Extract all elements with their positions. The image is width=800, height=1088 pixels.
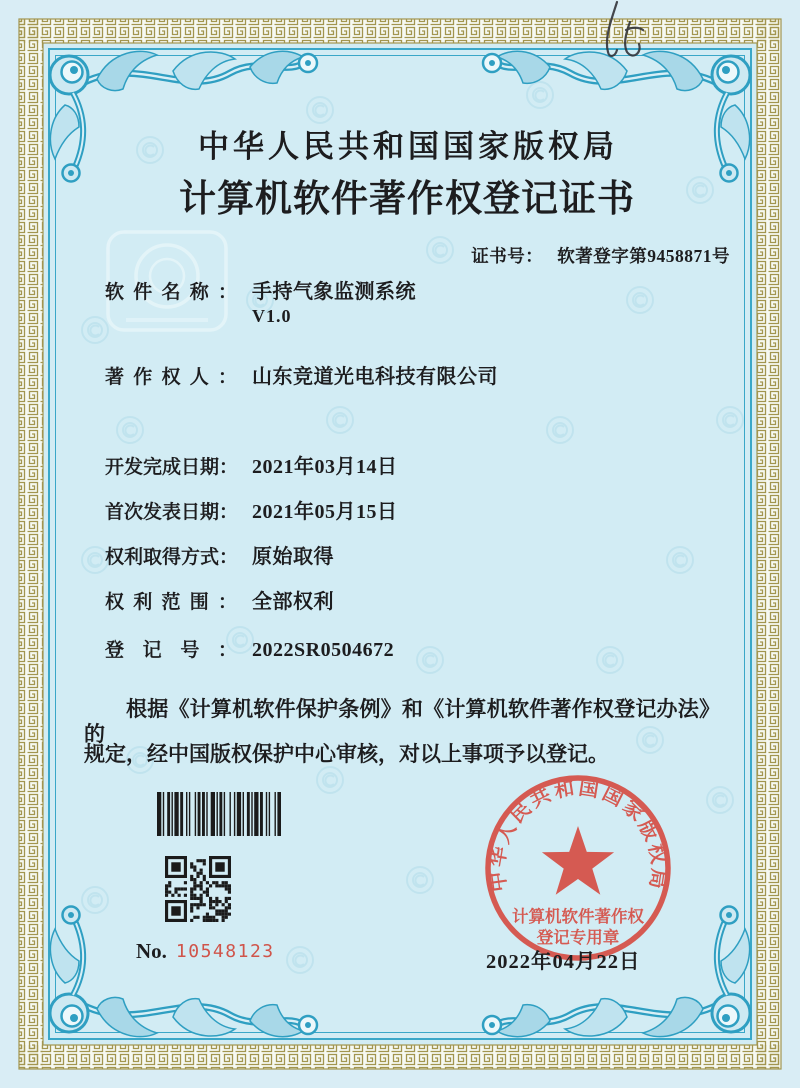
field-label-software-name: 软件名称： — [105, 282, 237, 303]
field-label-dev-complete-date: 开发完成日期： — [105, 457, 239, 478]
issue-date: 2022年04月22日 — [486, 951, 641, 973]
field-row-copyright-owner — [105, 366, 498, 389]
field-label-first-publish-date: 首次发表日期： — [105, 502, 239, 523]
field-row-software-name — [105, 281, 416, 304]
field-row-registration-number — [105, 639, 394, 662]
field-value-copyright-owner: 山东竞道光电科技有限公司 — [252, 366, 498, 388]
serial-number-label: No. — [136, 939, 167, 963]
field-value-dev-complete-date: 2021年03月14日 — [252, 456, 398, 478]
field-value-software-name: 手持气象监测系统 — [252, 281, 416, 303]
barcode-image — [157, 792, 283, 836]
field-value-registration-number: 2022SR0504672 — [252, 639, 395, 661]
field-label-rights-scope: 权利范围： — [105, 592, 237, 613]
seal-line-2: 登记专用章 — [536, 928, 620, 947]
serial-number-value: 10548123 — [175, 941, 275, 962]
field-value-rights-scope: 全部权利 — [252, 591, 334, 613]
field-label-copyright-owner: 著作权人： — [105, 367, 237, 388]
statement-line-1: 根据《计算机软件保护条例》和《计算机软件著作权登记办法》的 — [84, 697, 720, 747]
official-seal — [480, 770, 676, 972]
field-label-registration-number: 登记号： — [105, 640, 237, 661]
field-row-rights-scope — [105, 591, 334, 614]
qr-code-image — [165, 856, 231, 922]
statement-line-2: 规定，经中国版权保护中心审核，对以上事项予以登记。 — [84, 742, 609, 766]
seal-ring-text: 中华人民共和国国家版权局 — [486, 777, 670, 894]
issuing-authority-title: 中华人民共和国国家版权局 — [198, 129, 618, 164]
seal-line-1: 计算机软件著作权 — [512, 907, 644, 926]
field-value-acquisition-method: 原始取得 — [252, 546, 334, 568]
field-row-dev-complete-date — [105, 456, 398, 479]
star-icon — [542, 826, 614, 895]
certificate-number-label: 证书号： — [471, 246, 544, 266]
field-value-first-publish-date: 2021年05月15日 — [252, 501, 398, 523]
certificate-number-value: 软著登字第9458871号 — [557, 246, 730, 266]
field-row-first-publish-date — [105, 501, 398, 524]
serial-number-row — [136, 939, 275, 964]
field-value-version: V1.0 — [252, 306, 292, 326]
field-row-acquisition-method — [105, 546, 334, 569]
certificate-title: 计算机软件著作权登记证书 — [179, 179, 635, 220]
field-label-acquisition-method: 权利取得方式： — [105, 547, 239, 568]
certificate-number-line — [471, 243, 730, 268]
